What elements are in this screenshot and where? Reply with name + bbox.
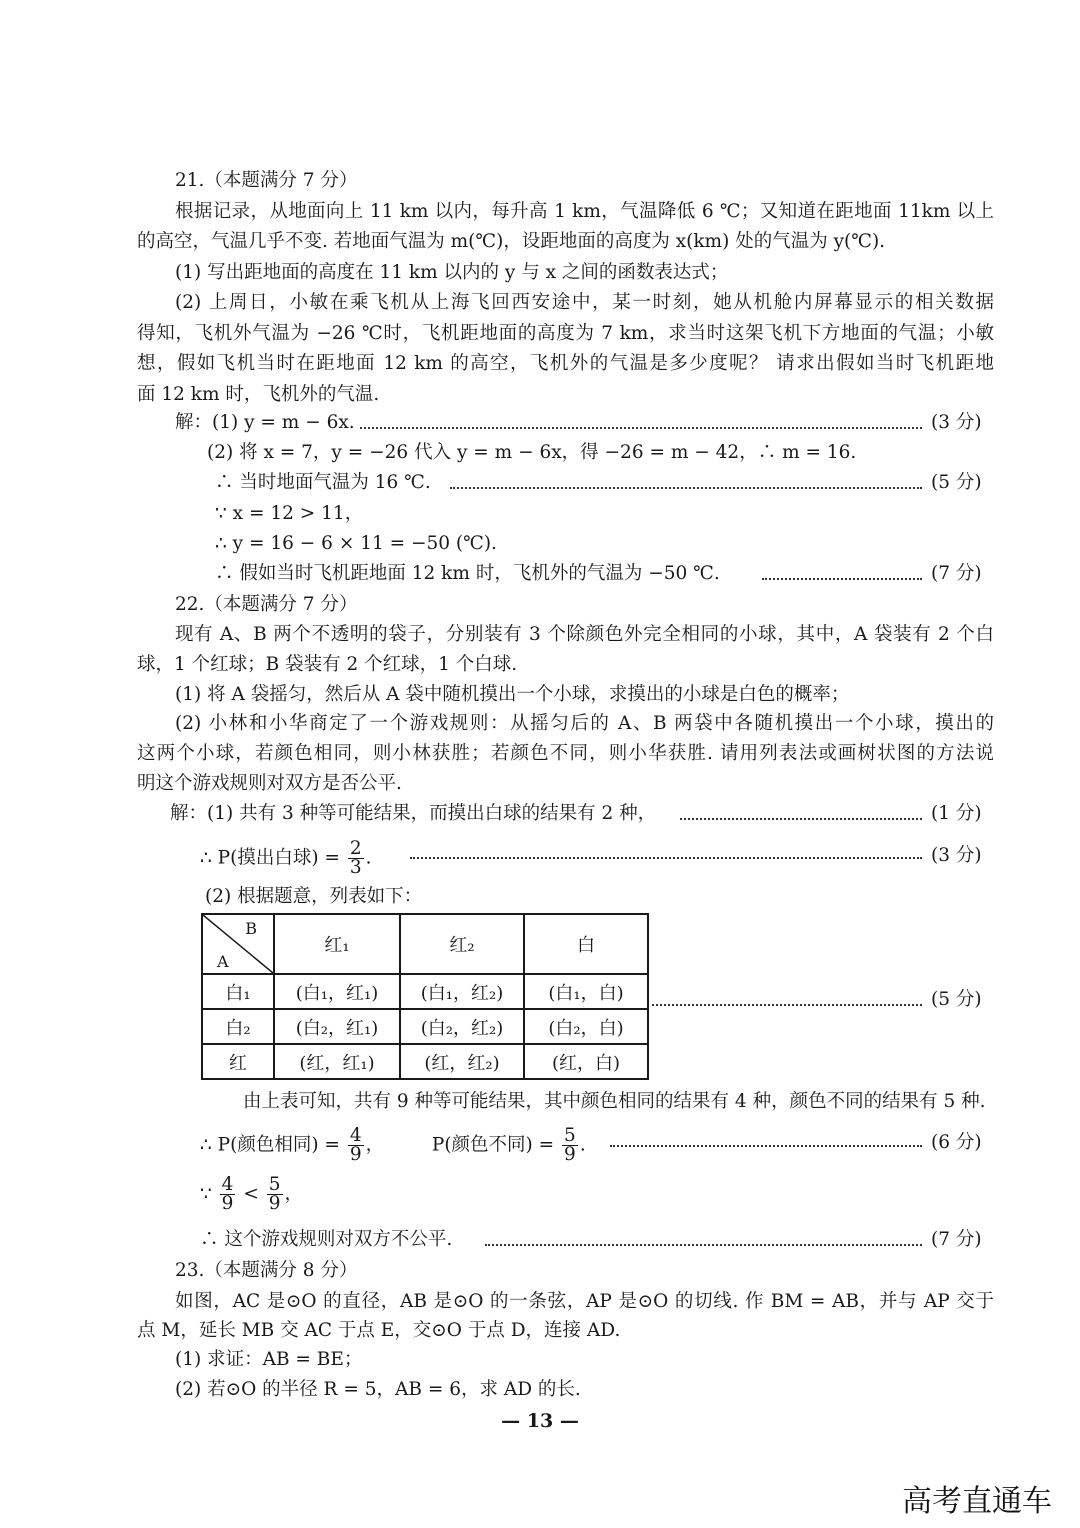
probability-table xyxy=(201,913,649,1080)
table-cell: (红，红₂) xyxy=(400,1044,524,1079)
less-than: < xyxy=(243,1183,259,1205)
numerator: 4 xyxy=(349,1125,362,1146)
numerator: 5 xyxy=(564,1125,576,1146)
column-header: 红₂ xyxy=(400,914,524,974)
page-number: — 13 — xyxy=(501,1410,579,1432)
q21-solution-line: ∴ 假如当时飞机距地面 12 km 时，飞机外的气温为 −50 ℃. xyxy=(215,563,720,584)
table-row xyxy=(202,1009,648,1044)
diagonal-line xyxy=(203,915,273,973)
denominator: 9 xyxy=(268,1193,281,1214)
column-header: 红₁ xyxy=(274,914,400,974)
watermark: 高考直通车 xyxy=(902,1484,1052,1519)
score-mark: (3 分) xyxy=(931,845,982,866)
q23-stem-line: 如图，AC 是⊙O 的直径，AB 是⊙O 的一条弦，AP 是⊙O 的切线. 作 BM = AB，并与 AP 交于 xyxy=(175,1291,994,1312)
fraction xyxy=(562,1127,578,1164)
denominator: 3 xyxy=(349,857,362,878)
q22-stem-line: (2) 小林和小华商定了一个游戏规则：从摇匀后的 A、B 两袋中各随机摸出一个小球，摸出的 xyxy=(175,713,994,734)
leader-dots xyxy=(680,818,922,820)
score-mark: (6 分) xyxy=(931,1132,982,1153)
q22-stem-line: 明这个游戏规则对双方是否公平. xyxy=(137,773,402,794)
corner-b: B xyxy=(245,919,257,938)
table-cell: (白₂，白) xyxy=(524,1009,648,1044)
corner-a: A xyxy=(217,952,229,971)
row-header: 白₂ xyxy=(202,1009,274,1044)
row-header: 红 xyxy=(202,1044,274,1079)
q21-solution-line: ∴ 当时地面气温为 16 ℃. xyxy=(215,472,431,493)
q23-stem-line: 点 M，延长 MB 交 AC 于点 E，交⊙O 于点 D，连接 AD. xyxy=(137,1320,621,1341)
leader-dots xyxy=(410,857,922,859)
numerator: 5 xyxy=(268,1174,281,1195)
table-cell: (白₁，红₁) xyxy=(274,974,400,1009)
q22-solution-line: (2) 根据题意，列表如下： xyxy=(205,886,423,907)
table-cell: (白₂，红₁) xyxy=(274,1009,400,1044)
q21-solution-line: ∴ y = 16 − 6 × 11 = −50 (℃). xyxy=(215,533,497,554)
leader-dots xyxy=(485,1244,922,1246)
q22-stem-line: 这两个小球，若颜色相同，则小林获胜；若颜色不同，则小华获胜. 请用列表法或画树状图的方法说 xyxy=(137,743,994,764)
q21-stem-line: 根据记录，从地面向上 11 km 以内，每升高 1 km，气温降低 6 ℃；又知道在距地面 11km 以上 xyxy=(175,201,994,222)
q21-solution-line: ∵ x = 12 > 11， xyxy=(215,503,364,524)
q21-stem-line: 面 12 km 时，飞机外的气温. xyxy=(137,384,380,405)
q21-stem-line: 得知，飞机外气温为 −26 ℃时，飞机距地面的高度为 7 km，求当时这架飞机下方地面的气温；小敏 xyxy=(137,323,994,344)
score-mark: (3 分) xyxy=(931,412,982,433)
q22-solution-line: 解：(1) 共有 3 种等可能结果，而摸出白球的结果有 2 种， xyxy=(170,803,657,824)
fraction xyxy=(220,1176,236,1213)
q22-header: 22.（本题满分 7 分） xyxy=(175,594,358,615)
score-mark: (1 分) xyxy=(931,803,982,824)
row-header: 白₁ xyxy=(202,974,274,1009)
probability-expressions: ∴ P(颜色相同) = $\frac{4}{9}$ ， P(颜色不同) = $\frac{5}{9}$ . xyxy=(200,1125,586,1165)
denominator: 9 xyxy=(349,1144,362,1165)
table-corner-cell xyxy=(202,914,274,974)
q21-stem-line: (2) 上周日，小敏在乘飞机从上海飞回西安途中，某一时刻，她从机舱内屏幕显示的相关数据 xyxy=(175,292,994,313)
q22-conclusion: 由上表可知，共有 9 种等可能结果，其中颜色相同的结果有 4 种，颜色不同的结果有 5 种. xyxy=(243,1091,986,1112)
numerator: 4 xyxy=(221,1174,234,1195)
fraction xyxy=(348,840,364,877)
because-symbol: ∵ xyxy=(200,1183,212,1205)
q22-final: ∴ 这个游戏规则对双方不公平. xyxy=(200,1229,453,1250)
score-mark: (5 分) xyxy=(931,989,982,1010)
numerator: 2 xyxy=(349,838,362,859)
fraction-comparison: ∵ $\frac{4}{9}$ < $\frac{5}{9}$ ， xyxy=(200,1174,304,1214)
p-white-expression: ∴ P(摸出白球) = $\frac{2}{3}$ . xyxy=(200,838,372,878)
q22-stem-line: (1) 将 A 袋摇匀，然后从 A 袋中随机摸出一个小球，求摸出的小球是白色的概率； xyxy=(175,684,850,705)
table-cell: (白₁，红₂) xyxy=(400,974,524,1009)
table-cell: (白₁，白) xyxy=(524,974,648,1009)
fraction xyxy=(267,1176,283,1213)
table-cell: (红，白) xyxy=(524,1044,648,1079)
leader-dots xyxy=(450,487,922,489)
p-white-label: ∴ P(摸出白球) = xyxy=(200,847,340,869)
table-cell: (白₂，红₂) xyxy=(400,1009,524,1044)
p-same-label: ∴ P(颜色相同) = xyxy=(200,1134,340,1156)
q21-solution-line: 解：(1) y = m − 6x. xyxy=(175,412,355,433)
score-mark: (5 分) xyxy=(931,472,982,493)
leader-dots xyxy=(652,1004,922,1006)
table-row xyxy=(202,1044,648,1079)
q21-stem-line: (1) 写出距地面的高度在 11 km 以内的 y 与 x 之间的函数表达式； xyxy=(175,262,729,283)
leader-dots xyxy=(762,578,922,580)
score-mark: (7 分) xyxy=(931,563,982,584)
q21-header: 21.（本题满分 7 分） xyxy=(175,170,358,191)
p-diff-label: P(颜色不同) = xyxy=(431,1134,555,1156)
table-cell: (红，红₁) xyxy=(274,1044,400,1079)
denominator: 9 xyxy=(221,1193,234,1214)
q22-stem-line: 球，1 个红球；B 袋装有 2 个红球，1 个白球. xyxy=(137,654,518,675)
q23-stem-line: (2) 若⊙O 的半径 R = 5，AB = 6，求 AD 的长. xyxy=(175,1379,581,1400)
leader-dots xyxy=(360,427,922,429)
score-mark: (7 分) xyxy=(931,1229,982,1250)
table-row xyxy=(202,974,648,1009)
fraction xyxy=(348,1127,364,1164)
q23-header: 23.（本题满分 8 分） xyxy=(175,1260,358,1281)
q21-stem-line: 的高空，气温几乎不变. 若地面气温为 m(℃)，设距地面的高度为 x(km) 处的气温为 y(℃). xyxy=(137,231,886,252)
denominator: 9 xyxy=(564,1144,576,1165)
q21-stem-line: 想，假如飞机当时在距地面 12 km 的高空，飞机外的气温是多少度呢？ 请求出假如当时飞机距地 xyxy=(137,353,994,374)
leader-dots xyxy=(610,1145,922,1147)
q21-solution-line: (2) 将 x = 7，y = −26 代入 y = m − 6x，得 −26 = m − 42，∴ m = 16. xyxy=(207,442,857,463)
column-header: 白 xyxy=(524,914,648,974)
q23-stem-line: (1) 求证：AB = BE； xyxy=(175,1349,363,1370)
q22-stem-line: 现有 A、B 两个不透明的袋子，分别装有 3 个除颜色外完全相同的小球，其中，A 袋装有 2 个白 xyxy=(175,624,994,645)
